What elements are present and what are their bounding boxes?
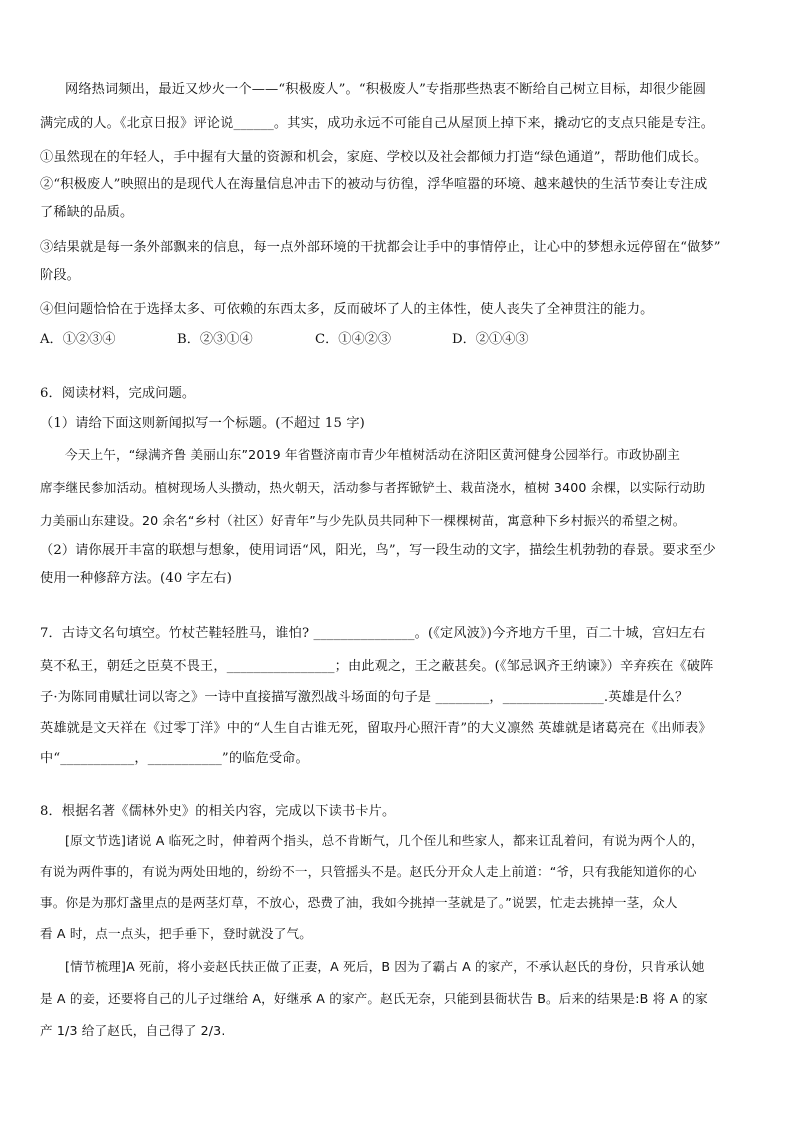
q7-line-2: 莫不私王，朝廷之臣莫不畏王，________________；由此观之，王之蔽甚矣。(《邹忌讽齐王纳谏》）辛弃疾在《破阵 xyxy=(40,659,714,674)
q6-news-line-2: 席李继民参加活动。植树现场人头攒动，热火朝天，活动参与者挥锨铲土、栽苗浇水，植树 3400 余棵，以实际行动助 xyxy=(40,480,706,495)
option-c[interactable]: C．①④②③ xyxy=(315,332,392,347)
q5-line-5: 了稀缺的品质。 xyxy=(40,205,134,220)
q5-line-7: 阶段。 xyxy=(40,268,81,283)
q8-plot-line-1: [情节梳理]A 死前，将小妾赵氏扶正做了正妻，A 死后，B 因为了霸占 A 的家产，不承认赵氏的身份，只肯承认她 xyxy=(65,959,705,974)
option-a[interactable]: A．①②③④ xyxy=(40,332,116,347)
q8-plot-line-2: 是 A 的妾，还要将自己的儿子过继给 A，好继承 A 的家产。赵氏无奈，只能到县衙状告 B。后来的结果是:B 将 A 的家 xyxy=(40,991,708,1006)
q6-subquestion-2-line-2: 使用一种修辞方法。(40 字左右) xyxy=(40,571,233,586)
q6-news-line-1: 今天上午，“绿满齐鲁 美丽山东”2019 年省暨济南市青少年植树活动在济阳区黄河健身公园举行。市政协副主 xyxy=(65,447,681,462)
q8-plot-line-3: 产 1/3 给了赵氏，自己得了 2/3. xyxy=(40,1023,226,1038)
q7-line-1: 7．古诗文名句填空。竹杖芒鞋轻胜马，谁怕? _______________。(《定风波》)今齐地方千里，百二十城，宫妇左右 xyxy=(40,626,706,641)
q6-subquestion-2-line-1: （2）请你展开丰富的联想与想象，使用词语“风，阳光，鸟”，写一段生动的文字，描绘生机勃勃的春景。要求至少 xyxy=(40,543,716,558)
q6-news-line-3: 力美丽山东建设。20 余名“乡村（社区）好青年”与少先队员共同种下一棵棵树苗，寓意种下乡村振兴的希望之树。 xyxy=(40,513,686,528)
q5-line-4: ②“积极废人”映照出的是现代人在海量信息冲击下的被动与彷徨，浮华喧嚣的环境、越来越快的生活节奏让专注成 xyxy=(40,177,708,192)
option-b[interactable]: B．②③①④ xyxy=(177,332,253,347)
q5-line-8: ④但问题恰恰在于选择太多、可依赖的东西太多，反而破坏了人的主体性，使人丧失了全神贯注的能力。 xyxy=(40,302,654,317)
q8-excerpt-line-2: 有说为两件事的，有说为两处田地的，纷纷不一，只管摇头不是。赵氏分开众人走上前道：“爷，只有我能知道你的心 xyxy=(40,864,697,879)
q7-line-5: 中“___________，___________”的临危受命。 xyxy=(40,751,309,766)
q6-subquestion-1: （1）请给下面这则新闻拟写一个标题。(不超过 15 字) xyxy=(40,416,365,431)
q8-excerpt-line-3: 事。你是为那灯盏里点的是两茎灯草，不放心，恐费了油，我如今挑掉一茎就是了。”说罢，忙走去挑掉一茎，众人 xyxy=(40,895,678,910)
q7-line-4: 英雄就是文天祥在《过零丁洋》中的“人生自古谁无死，留取丹心照汗青”的大义凛然 英雄就是诸葛亮在《出师表》 xyxy=(40,721,712,736)
q5-line-6: ③结果就是每一条外部飘来的信息，每一点外部环境的干扰都会让手中的事情停止，让心中的梦想永远停留在“做梦” xyxy=(40,240,721,255)
option-d[interactable]: D．②①④③ xyxy=(452,332,529,347)
q5-line-2: 满完成的人。《北京日报》评论说______。其实，成功永远不可能自己从屋顶上掉下来，撬动它的支点只能是专注。 xyxy=(40,116,715,131)
q5-line-3: ①虽然现在的年轻人，手中握有大量的资源和机会，家庭、学校以及社会都倾力打造“绿色通道”，帮助他们成长。 xyxy=(40,150,708,165)
q8-title: 8．根据名著《儒林外史》的相关内容，完成以下读书卡片。 xyxy=(40,804,396,819)
q7-line-3: 子·为陈同甫赋壮词以寄之》一诗中直接描写激烈战斗场面的句子是 ________，_______________.英雄是什么？ xyxy=(40,690,689,705)
q5-line-1: 网络热词频出，最近又炒火一个——“积极废人”。“积极废人”专指那些热衷不断给自己树立目标，却很少能圆 xyxy=(65,82,707,97)
q8-excerpt-line-1: [原文节选]诸说 A 临死之时，伸着两个指头，总不肯断气，几个侄儿和些家人，都来讧乱着问，有说为两个人的， xyxy=(65,833,704,848)
q8-excerpt-line-4: 看 A 时，点一点头，把手垂下，登时就没了气。 xyxy=(40,926,312,941)
q6-title: 6．阅读材料，完成问题。 xyxy=(40,386,196,401)
